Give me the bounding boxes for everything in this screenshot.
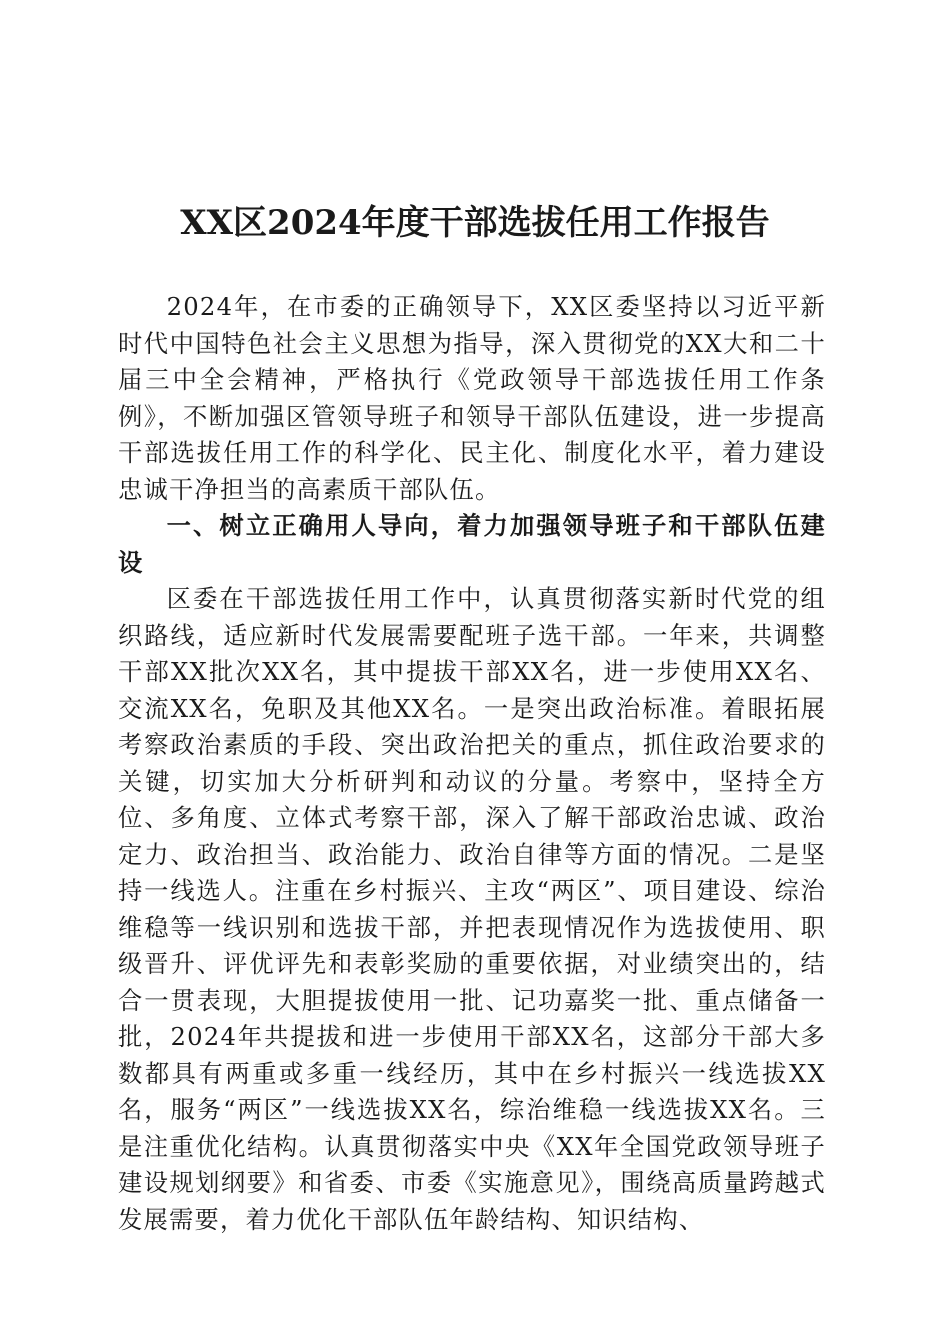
- document-body: [118, 289, 826, 1238]
- document-title: XX区2024年度干部选拔任用工作报告: [180, 203, 770, 243]
- intro-paragraph: 2024年，在市委的正确领导下，XX区委坚持以习近平新时代中国特色社会主义思想为指导，深入贯彻党的XX大和二十届三中全会精神，严格执行《党政领导干部选拔任用工作条例》，不断加强区管领导班子和领导干部队伍建设，进一步提高干部选拔任用工作的科学化、民主化、制度化水平，着力建设忠诚干净担当的高素质干部队伍。: [118, 292, 826, 504]
- section-1-heading: 一、树立正确用人导向，着力加强领导班子和干部队伍建设: [118, 511, 826, 577]
- section-1-paragraph: 区委在干部选拔任用工作中，认真贯彻落实新时代党的组织路线，适应新时代发展需要配班子选干部。一年来，共调整干部XX批次XX名，其中提拔干部XX名，进一步使用XX名、交流XX名，免职及其他XX名。一是突出政治标准。着眼拓展考察政治素质的手段、突出政治把关的重点，抓住政治要求的关键，切实加大分析研判和动议的分量。考察中，坚持全方位、多角度、立体式考察干部，深入了解干部政治忠诚、政治定力、政治担当、政治能力、政治自律等方面的情况。二是坚持一线选人。注重在乡村振兴、主攻“两区”、项目建设、综治维稳等一线识别和选拔干部，并把表现情况作为选拔使用、职级晋升、评优评先和表彰奖励的重要依据，对业绩突出的，结合一贯表现，大胆提拔使用一批、记功嘉奖一批、重点储备一批，2024年共提拔和进一步使用干部XX名，这部分干部大多数都具有两重或多重一线经历，其中在乡村振兴一线选拔XX名，服务“两区”一线选拔XX名，综治维稳一线选拔XX名。三是注重优化结构。认真贯彻落实中央《XX年全国党政领导班子建设规划纲要》和省委、市委《实施意见》，围绕高质量跨越式发展需要，着力优化干部队伍年龄结构、知识结构、: [118, 584, 826, 1234]
